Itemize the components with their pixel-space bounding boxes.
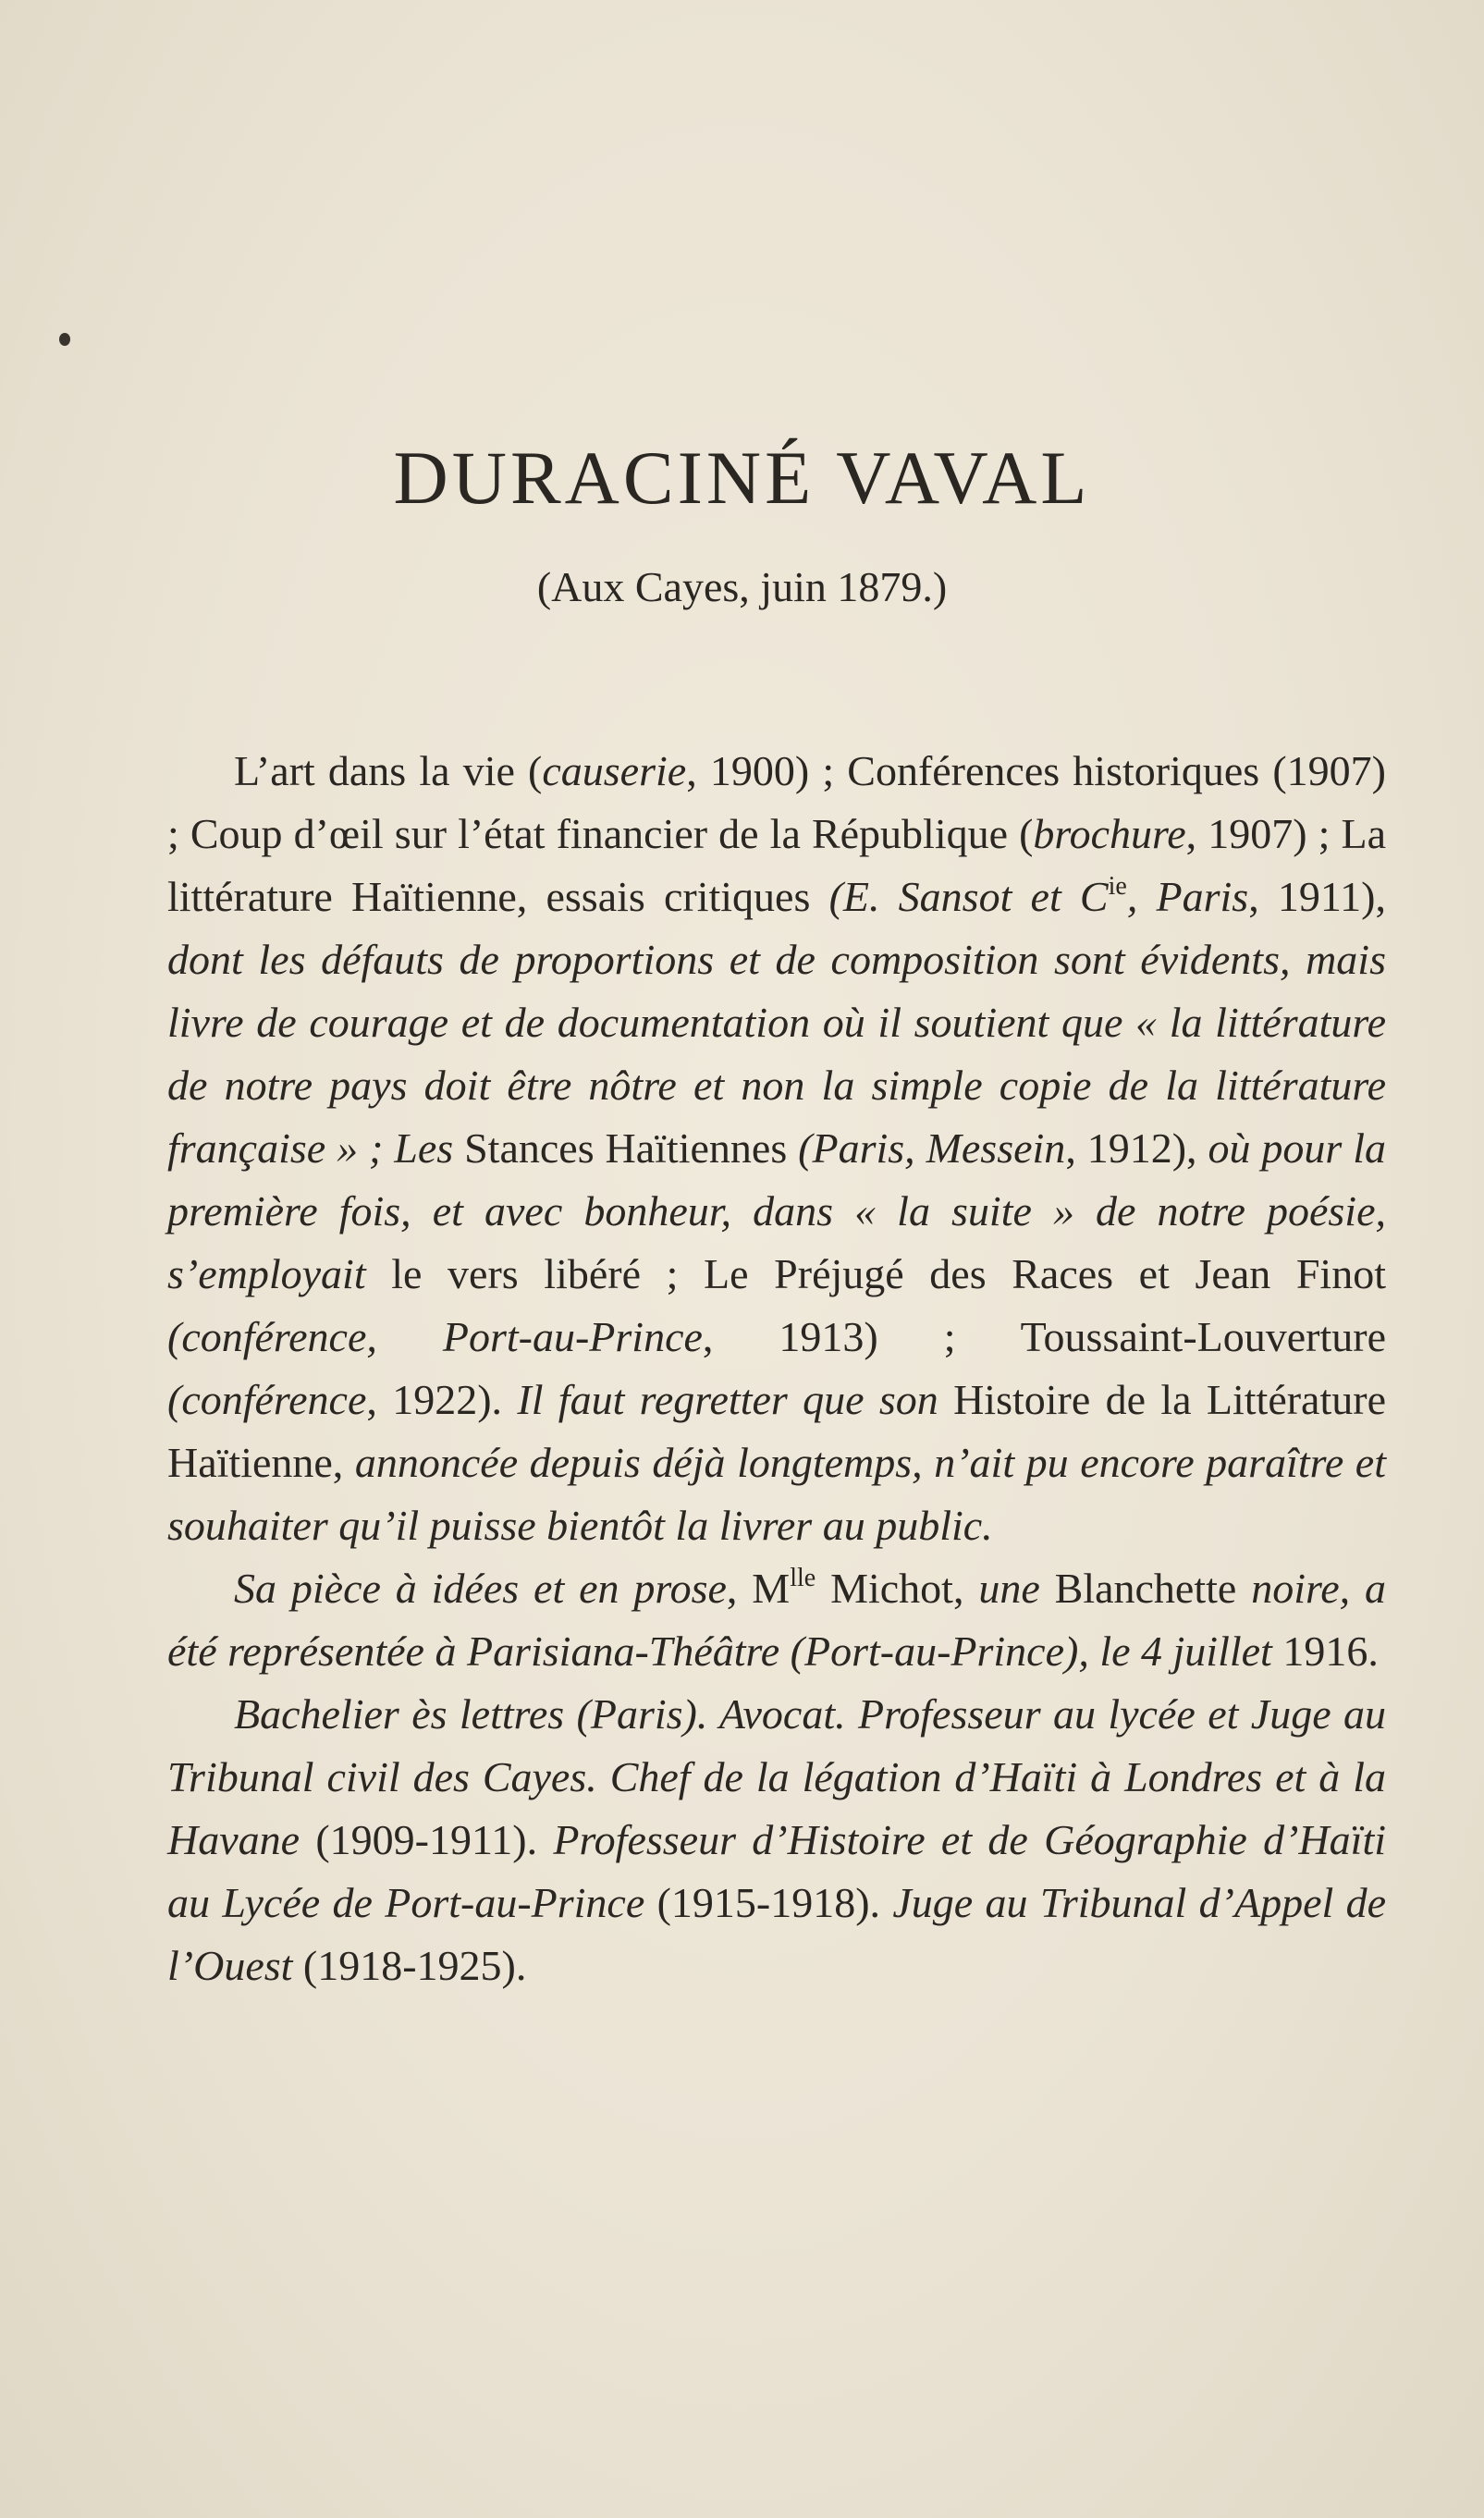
italic-run: où pour la première fois, et avec bonheur, dans « la suite » de notre poésie, s’employait	[167, 1124, 1386, 1297]
italic-run: Bachelier ès lettres (Paris). Avocat. Professeur au lycée et Juge au Tribunal civil des Cayes. Chef de la légation d’Haïti à Londres et à la Havane	[167, 1690, 1386, 1863]
italic-run: Sa pièce à idées et en prose	[234, 1565, 727, 1612]
italic-run: brochure	[1033, 810, 1186, 857]
text-run: , 1913) ; Toussaint-Louverture	[702, 1313, 1386, 1360]
biography-text	[167, 740, 1386, 1997]
ink-dot	[59, 333, 70, 346]
text-run: L’art dans la vie (	[234, 747, 543, 794]
italic-run: noire, a été représentée à Parisiana-Théâtre (Port-au-Prince), le 4 juillet	[167, 1565, 1386, 1675]
text-run: , 1922).	[366, 1376, 518, 1423]
italic-run: , Paris	[1126, 873, 1249, 920]
text-run: le vers libéré ; Le Préjugé des Races et Jean Finot	[365, 1250, 1386, 1297]
italic-run: (conférence, Port-au-Prince	[167, 1313, 703, 1360]
page-title: DURACINÉ VAVAL	[393, 436, 1091, 520]
superscript: lle	[790, 1564, 816, 1592]
italic-run: dont les défauts de proportions et de composition sont évidents, mais livre de courage et de documentation où il soutient que « la littérature de notre pays doit être nôtre et non la simple copie de la littérature française » ; Les	[167, 936, 1386, 1172]
text-run: (1918-1925).	[292, 1942, 527, 1989]
text-run: , M	[726, 1565, 791, 1612]
text-run: , 1907) ; La littérature Haïtienne, essais critiques	[167, 810, 1386, 920]
birth-info: (Aux Cayes, juin 1879.)	[536, 563, 948, 610]
italic-run: causerie	[542, 747, 687, 794]
play-paragraph	[167, 1557, 1386, 1683]
text-run: Blanchette	[1039, 1565, 1252, 1612]
works-paragraph	[167, 740, 1386, 1557]
superscript: ie	[1108, 872, 1127, 901]
italic-run: une	[978, 1565, 1040, 1612]
text-run: , 1900) ; Conférences historiques (1907) ; Coup d’œil sur l’état financier de la République (	[167, 747, 1386, 857]
text-run: Stances Haïtiennes	[453, 1124, 799, 1172]
italic-run: (Paris, Messein	[798, 1124, 1066, 1172]
text-run: (1915-1918).	[644, 1879, 893, 1926]
italic-run: Professeur d’Histoire et de Géographie d’Haïti au Lycée de Port-au-Prince	[167, 1816, 1387, 1926]
text-run: , 1912),	[1065, 1124, 1208, 1172]
italic-run: annoncée depuis déjà longtemps, n’ait pu encore paraître et souhaiter qu’il puisse bientôt la livrer au public.	[167, 1439, 1387, 1549]
italic-run: Il faut regretter que son	[517, 1376, 938, 1423]
text-run: Histoire de la Littérature Haïtienne,	[167, 1376, 1386, 1486]
italic-run: (conférence	[167, 1376, 367, 1423]
text-run: 1916.	[1271, 1627, 1379, 1675]
italic-run: Juge au Tribunal d’Appel de l’Ouest	[167, 1879, 1386, 1989]
career-paragraph	[167, 1683, 1386, 1997]
text-run: (1909-1911).	[300, 1816, 554, 1863]
italic-run: (E. Sansot et C	[828, 873, 1109, 920]
text-run: Michot,	[816, 1565, 979, 1612]
text-run: , 1911),	[1248, 873, 1386, 920]
